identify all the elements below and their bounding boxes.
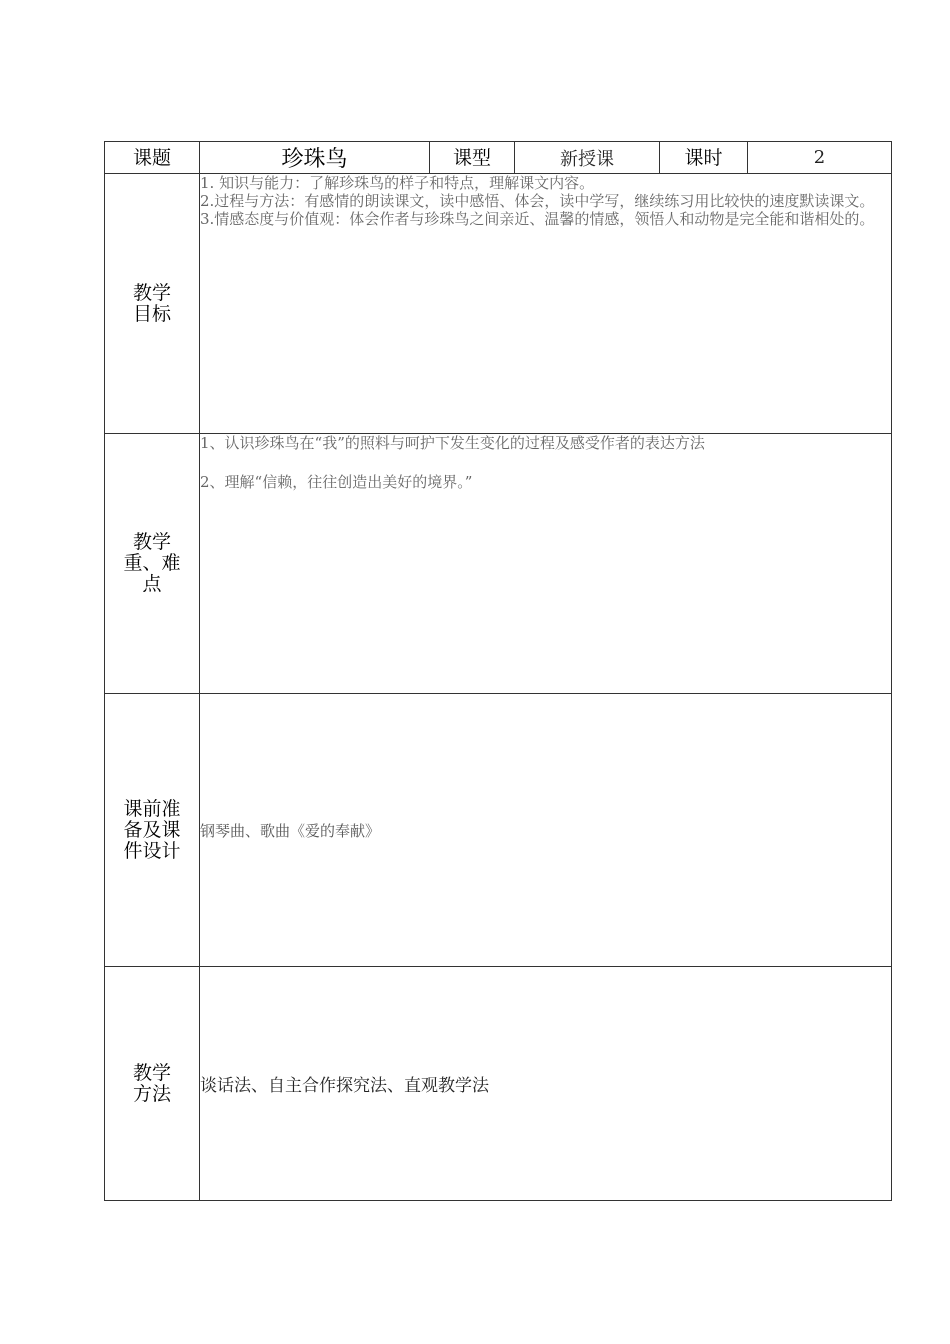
lesson-plan-table <box>104 141 892 1201</box>
goal-item: 1. 知识与能力：了解珍珠鸟的样子和特点，理解课文内容。 <box>200 174 595 192</box>
topic-label: 课题 <box>105 142 200 174</box>
methods-text: 谈话法、自主合作探究法、直观教学法 <box>200 1076 489 1096</box>
goals-row <box>105 174 892 434</box>
preparation-content <box>200 694 892 967</box>
lesson-type-value: 新授课 <box>515 142 660 174</box>
header-row <box>105 142 892 174</box>
preparation-text: 钢琴曲、歌曲《爱的奉献》 <box>200 821 381 840</box>
class-hours-value: 2 <box>748 142 892 174</box>
goal-item: 2.过程与方法：有感情的朗读课文，读中感悟、体会，读中学写，继续练习用比较快的速度默读课文。 <box>200 192 875 210</box>
goals-content <box>200 174 892 434</box>
goals-label: 教学 目标 <box>105 174 200 434</box>
topic-value: 珍珠鸟 <box>200 142 430 174</box>
key-points-content <box>200 434 892 694</box>
goal-item: 3.情感态度与价值观：体会作者与珍珠鸟之间亲近、温馨的情感，领悟人和动物是完全能和谐相处的。 <box>200 210 875 228</box>
class-hours-label: 课时 <box>660 142 748 174</box>
key-point-item: 1、认识珍珠鸟在“我”的照料与呵护下发生变化的过程及感受作者的表达方法 <box>200 434 705 452</box>
preparation-row <box>105 694 892 967</box>
methods-content <box>200 967 892 1201</box>
methods-label: 教学 方法 <box>105 967 200 1201</box>
methods-row <box>105 967 892 1201</box>
lesson-type-label: 课型 <box>430 142 515 174</box>
key-point-item: 2、理解“信赖，往往创造出美好的境界。” <box>200 473 473 491</box>
key-points-label: 教学 重、难 点 <box>105 434 200 694</box>
key-points-row <box>105 434 892 694</box>
preparation-label: 课前准 备及课 件设计 <box>105 694 200 967</box>
